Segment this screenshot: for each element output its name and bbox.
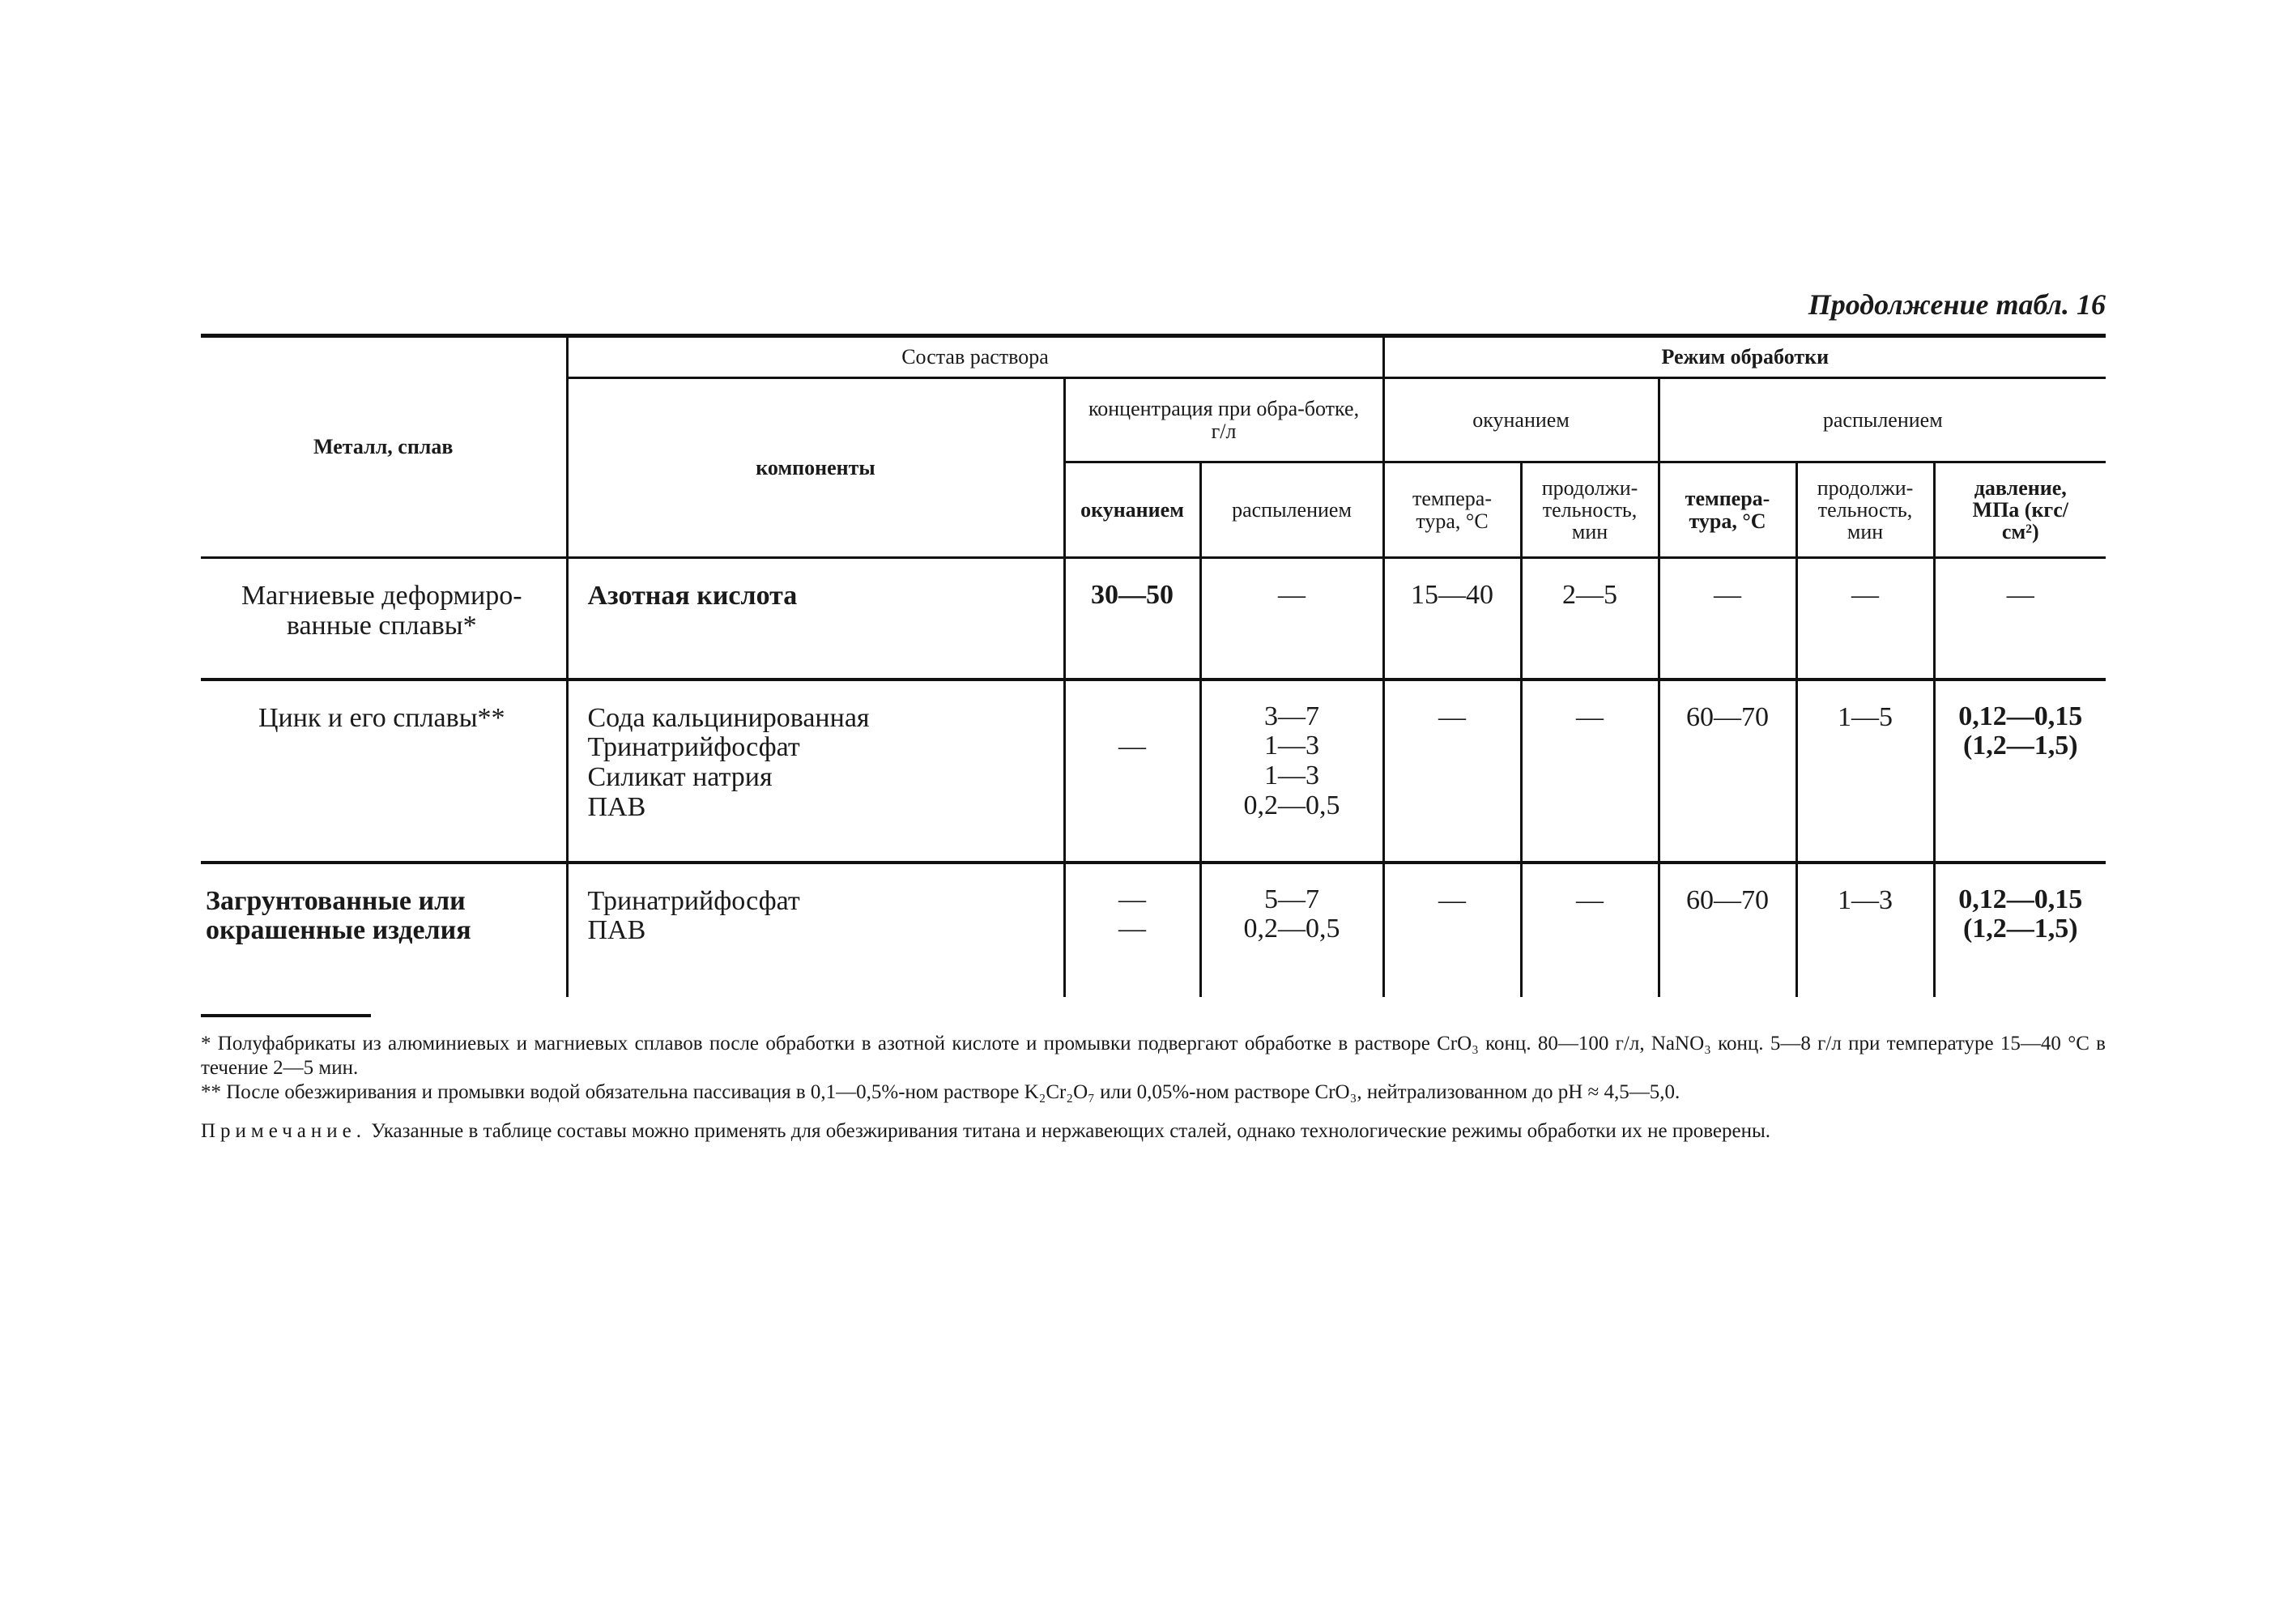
conc-value: 0,2—0,5 [1243, 914, 1340, 944]
cell-components [567, 863, 1064, 997]
header-dip-duration: продолжи-тельность, мин [1521, 462, 1659, 558]
footnote-1: * Полуфабрикаты из алюминиевых и магниевых сплавов после обработки в азотной кислоте и промывки подвергают обработке в растворе CrO₃ конц. 80—100 г/л, NaNO₃ конц. 5—8 г/л при температуре 15—40 °С в течение 2—5 мин. [201, 1033, 2106, 1079]
cell-pressure: — [1934, 558, 2106, 680]
cell-spray-duration: 1—3 [1796, 863, 1934, 997]
cell-components [567, 680, 1064, 863]
header-components: компоненты [567, 378, 1064, 558]
cell-conc-dip: — [1064, 680, 1200, 863]
header-mode-spray: распылением [1659, 378, 2106, 462]
conc-value: 5—7 [1264, 884, 1319, 914]
cell-metal: Загрунтованные или окрашенные изделия [201, 863, 567, 997]
cell-conc-spray: — [1200, 558, 1383, 680]
conc-value: 3—7 [1264, 701, 1319, 731]
footnote-2: ** После обезжиривания и промывки водой обязательна пассивация в 0,1—0,5%-ном растворе K₂Cr₂O₇ или 0,05%-ном растворе CrO₃, нейтрализованном до pH ≈ 4,5—5,0. [201, 1081, 1680, 1103]
table-row [201, 558, 2106, 680]
header-spray-temp: темпера-тура, °С [1659, 462, 1796, 558]
pressure-value: (1,2—1,5) [1962, 914, 2078, 944]
pressure-value: (1,2—1,5) [1962, 731, 2078, 761]
note-label: Примечание. [201, 1120, 367, 1142]
note-text: Указанные в таблице составы можно применять для обезжиривания титана и нержавеющих сталей, однако технологические режимы обработки их не проверены. [371, 1120, 1771, 1142]
header-concentration: концентрация при обра-ботке, г/л [1064, 378, 1383, 462]
table-row [201, 680, 2106, 863]
cell-pressure [1934, 680, 2106, 863]
cell-dip-temp: — [1383, 863, 1521, 997]
conc-value: 0,2—0,5 [1243, 790, 1340, 820]
header-conc-spray: распылением [1200, 462, 1383, 558]
table-caption: Продолжение табл. 16 [1808, 288, 2106, 321]
cell-conc-dip [1064, 863, 1200, 997]
component-name: Тринатрийфосфат [587, 885, 800, 916]
table-row [201, 863, 2106, 997]
cell-dip-duration: — [1521, 680, 1659, 863]
cell-conc-spray [1200, 863, 1383, 997]
component-name: Сода кальцинированная [587, 702, 870, 733]
footnote-rule [201, 1014, 371, 1017]
cell-metal: Магниевые деформиро-ванные сплавы* [241, 581, 522, 641]
header-metal: Металл, сплав [201, 336, 567, 558]
cell-spray-duration: 1—5 [1796, 680, 1934, 863]
header-spray-pressure: давление, МПа (кгс/см²) [1934, 462, 2106, 558]
cell-spray-temp: 60—70 [1659, 863, 1796, 997]
footnotes [201, 1014, 2106, 1164]
cell-components [567, 558, 1064, 680]
conc-value: 1—3 [1264, 731, 1319, 761]
cell-dip-duration: 2—5 [1521, 558, 1659, 680]
data-table [201, 334, 2106, 997]
pressure-value: 0,12—0,15 [1958, 884, 2083, 914]
header-mode-dip: окунанием [1383, 378, 1659, 462]
cell-pressure [1934, 863, 2106, 997]
header-conc-dip: окунанием [1064, 462, 1200, 558]
component-name: Азотная кислота [587, 581, 798, 611]
pressure-value: 0,12—0,15 [1958, 701, 2083, 731]
cell-conc-spray [1200, 680, 1383, 863]
header-spray-duration: продолжи-тельность, мин [1796, 462, 1934, 558]
data-table-container [201, 334, 2106, 997]
header-solution: Состав раствора [567, 336, 1383, 378]
component-name: ПАВ [587, 915, 646, 946]
header-dip-temp: темпера-тура, °С [1383, 462, 1521, 558]
cell-dip-duration: — [1521, 863, 1659, 997]
conc-value: 1—3 [1264, 760, 1319, 790]
component-name: Силикат натрия [587, 761, 773, 792]
cell-conc-dip: 30—50 [1064, 558, 1200, 680]
table-note [201, 1119, 2106, 1144]
cell-metal: Цинк и его сплавы** [201, 680, 567, 863]
conc-value: — [1118, 884, 1146, 914]
cell-spray-temp: 60—70 [1659, 680, 1796, 863]
cell-dip-temp: 15—40 [1383, 558, 1521, 680]
cell-spray-duration: — [1796, 558, 1934, 680]
cell-spray-temp: — [1659, 558, 1796, 680]
conc-value: — [1118, 914, 1146, 944]
cell-dip-temp: — [1383, 680, 1521, 863]
component-name: Тринатрийфосфат [587, 732, 800, 763]
component-name: ПАВ [587, 791, 646, 822]
header-mode: Режим обработки [1383, 336, 2106, 378]
